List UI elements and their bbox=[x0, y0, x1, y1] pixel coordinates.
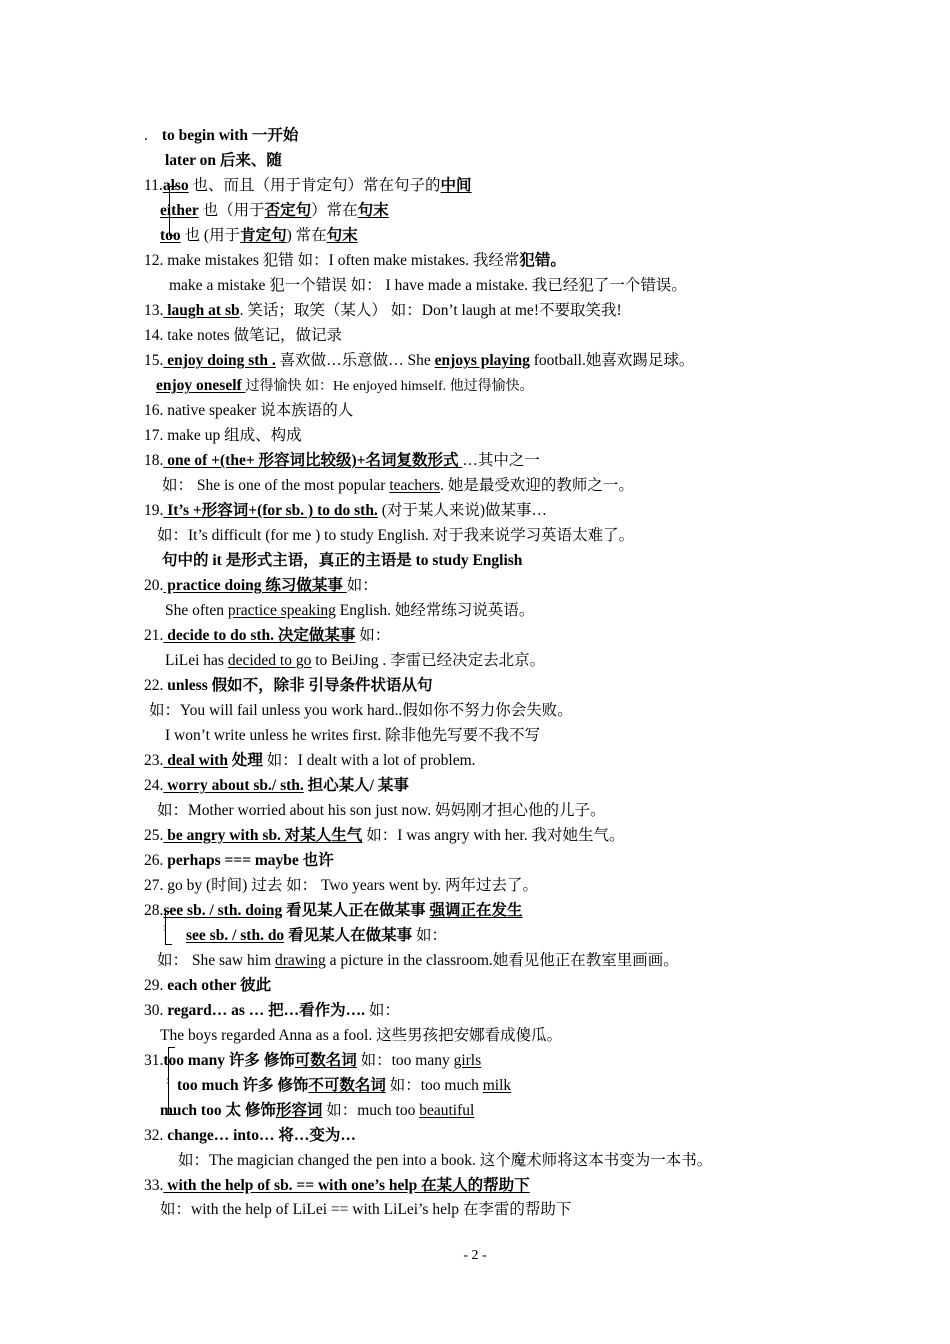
entry-20-practice-doing: 20. practice doing 练习做某事 如： bbox=[144, 577, 378, 594]
entry-32-change-into: 32. change… into… 将…变为… bbox=[144, 1127, 356, 1144]
entry-13-laugh-at: 13. laugh at sb. 笑话；取笑（某人） 如：Don’t laugh at me!不要取笑我! bbox=[144, 302, 622, 319]
entry-14-take-notes: 14. take notes 做笔记，做记录 bbox=[144, 327, 343, 344]
entry-32-example: 如：The magician changed the pen into a book. 这个魔术师将这本书变为一本书。 bbox=[178, 1152, 713, 1169]
entry-23-deal-with: 23. deal with 处理 如：I dealt with a lot of problem. bbox=[144, 752, 476, 769]
entry-22-example-1: 如：You will fail unless you work hard..假如你不努力你会失败。 bbox=[149, 702, 573, 719]
entry-19-note: 句中的 it 是形式主语，真正的主语是 to study English bbox=[162, 552, 523, 569]
entry-30-example: The boys regarded Anna as a fool. 这些男孩把安娜看成傻瓜。 bbox=[160, 1027, 563, 1044]
bullet-dot: . bbox=[144, 127, 148, 144]
entry-12-make-mistakes: 12. make mistakes 犯错 如：I often make mistakes. 我经常犯错。 bbox=[144, 252, 566, 269]
entry-11-also: 11.also 也、而且（用于肯定句）常在句子的中间 bbox=[144, 177, 472, 194]
entry-28-see-doing: 28.see sb. / sth. doing 看见某人正在做某事 强调正在发生 bbox=[144, 902, 523, 919]
entry-19-its-adj: 19. It’s +形容词+(for sb. ) to do sth. (对于某人来说)做某事… bbox=[144, 502, 548, 519]
entry-21-decide-to-do: 21. decide to do sth. 决定做某事 如： bbox=[144, 627, 391, 644]
entry-15-enjoy-doing: 15. enjoy doing sth . 喜欢做…乐意做… She enjoys playing football.她喜欢踢足球。 bbox=[144, 352, 695, 369]
entry-31-much-too: much too 太 修饰形容词 如：much too beautiful bbox=[160, 1102, 475, 1119]
entry-15-enjoy-oneself: enjoy oneself 过得愉快 如：He enjoyed himself. 他过得愉快。 bbox=[156, 377, 534, 394]
entry-24-example: 如：Mother worried about his son just now. 妈妈刚才担心他的儿子。 bbox=[157, 802, 606, 819]
entry-30-regard-as: 30. regard… as … 把…看作为…. 如： bbox=[144, 1002, 400, 1019]
entry-24-worry-about: 24. worry about sb./ sth. 担心某人/ 某事 bbox=[144, 777, 409, 794]
entry-33-with-help: 33. with the help of sb. == with one’s help 在某人的帮助下 bbox=[144, 1177, 530, 1194]
brace-bracket-28 bbox=[165, 911, 176, 945]
entry-28-example: 如： She saw him drawing a picture in the classroom.她看见他正在教室里画画。 bbox=[157, 952, 679, 969]
entry-33-example: 如：with the help of LiLei == with LiLei’s help 在李雷的帮助下 bbox=[160, 1201, 572, 1218]
entry-later-on: later on 后来、随 bbox=[165, 152, 282, 169]
page-number: - 2 - bbox=[463, 1248, 487, 1263]
entry-25-be-angry-with: 25. be angry with sb. 对某人生气 如：I was angry with her. 我对她生气。 bbox=[144, 827, 625, 844]
entry-12-example: make a mistake 犯一个错误 如： I have made a mistake. 我已经犯了一个错误。 bbox=[169, 277, 687, 294]
entry-28-see-do: see sb. / sth. do 看见某人在做某事 如： bbox=[186, 927, 447, 944]
entry-22-unless: 22. unless 假如不，除非 引导条件状语从句 bbox=[144, 677, 433, 694]
entry-to-begin-with bbox=[144, 126, 298, 146]
entry-18-one-of: 18. one of +(the+ 形容词比较级)+名词复数形式 …其中之一 bbox=[144, 452, 540, 469]
entry-11-either: either 也（用于否定句）常在句末 bbox=[160, 202, 389, 219]
entry-11-too: too 也 (用于肯定句) 常在句末 bbox=[160, 227, 358, 244]
entry-16-native-speaker: 16. native speaker 说本族语的人 bbox=[144, 402, 354, 419]
entry-21-example: LiLei has decided to go to BeiJing . 李雷已经决定去北京。 bbox=[165, 652, 546, 669]
entry-27-go-by: 27. go by (时间) 过去 如： Two years went by. 两年过去了。 bbox=[144, 877, 538, 894]
entry-18-example: 如： She is one of the most popular teachers. 她是最受欢迎的教师之一。 bbox=[162, 477, 634, 494]
entry-26-perhaps: 26. perhaps === maybe 也许 bbox=[144, 852, 334, 869]
entry-17-make-up: 17. make up 组成、构成 bbox=[144, 427, 302, 444]
entry-29-each-other: 29. each other 彼此 bbox=[144, 977, 272, 994]
phrase-to-begin-with: to begin with 一开始 bbox=[161, 127, 299, 144]
entry-31-too-much: too much 许多 修饰不可数名词 如：too much milk bbox=[177, 1077, 512, 1094]
entry-20-example: She often practice speaking English. 她经常练习说英语。 bbox=[165, 602, 535, 619]
entry-31-too-many: 31.too many 许多 修饰可数名词 如：too many girls bbox=[144, 1052, 482, 1069]
entry-19-example: 如：It’s difficult (for me ) to study English. 对于我来说学习英语太难了。 bbox=[157, 527, 635, 544]
entry-22-example-2: I won’t write unless he writes first. 除非他先写要不我不写 bbox=[165, 727, 541, 744]
